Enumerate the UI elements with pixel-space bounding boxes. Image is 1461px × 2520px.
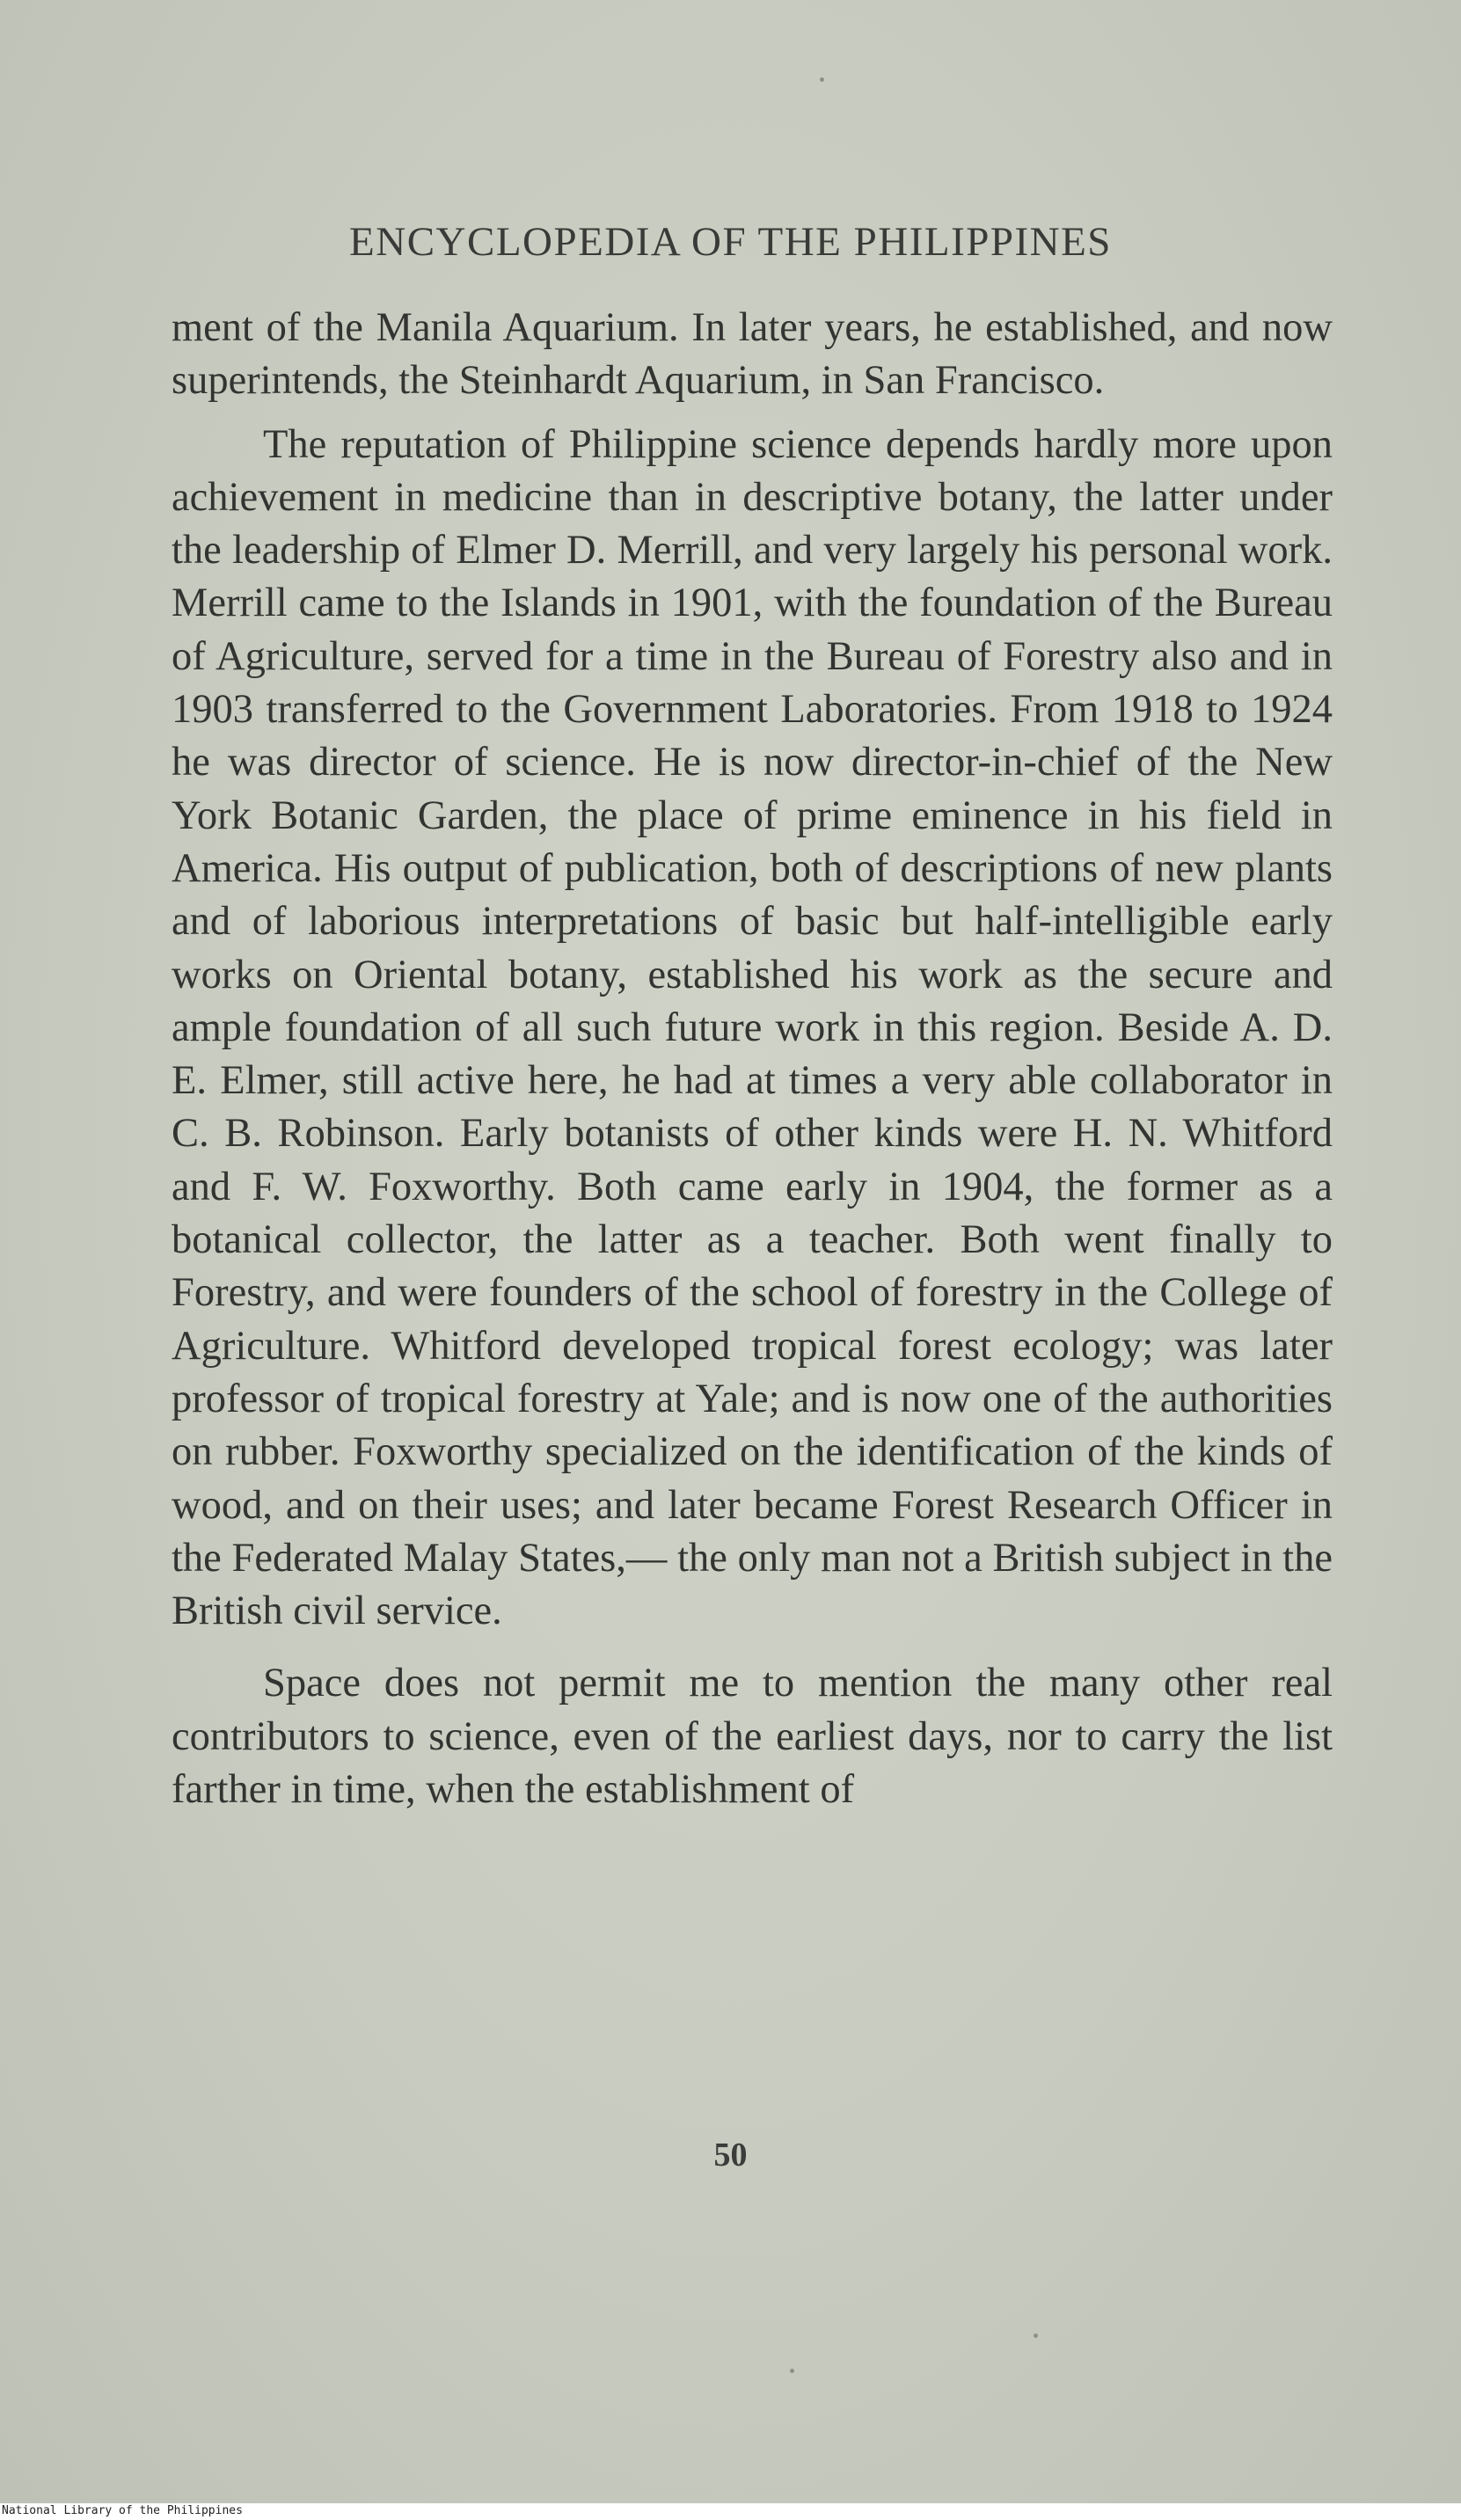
footer-strip (0, 2503, 1461, 2520)
page-number: 50 (713, 2137, 748, 2173)
paper-speck (1034, 2334, 1038, 2338)
library-credit: National Library of the Philippines (2, 2504, 243, 2517)
paragraph-closing: Space does not permit me to mention the many other real contributors to science, even of the earliest days, nor to carry the list farther in time, when the establishment of (172, 1661, 1333, 1813)
paragraph-continuation: ment of the Manila Aquarium. In later years, he established, and now superintends, the Steinhardt Aquarium, in San Francisco. (172, 305, 1333, 404)
paper-speck (820, 77, 824, 82)
running-head: ENCYCLOPEDIA OF THE PHILIPPINES (349, 219, 1112, 265)
paper-speck (790, 2369, 794, 2373)
paragraph-botany: The reputation of Philippine science depends hardly more upon achievement in medicine than in descriptive botany, the latter under the leadership of Elmer D. Merrill, and very largely his personal work. Merrill came to the Islands in 1901, with the foundation of the Bureau of Agriculture, served for a time in the Bureau of Forestry also and in 1903 transferred to the Government Laboratories. From 1918 to 1924 he was director of science. He is now director-in-chief of the New York Botanic Garden, the place of prime eminence in his field in America. His output of publication, both of descriptions of new plants and of laborious interpretations of basic but half-intelligible early works on Oriental botany, established his work as the secure and ample foundation of all such future work in this region. Beside A. D. E. Elmer, still active here, he had at times a very able collaborator in C. B. Robinson. Early botanists of other kinds were H. N. Whitford and F. W. Foxworthy. Both came early in 1904, the former as a botanical collector, the latter as a teacher. Both went finally to Forestry, and were founders of the school of forestry in the College of Agriculture. Whitford developed tropical forest ecology; was later professor of tropical forestry at Yale; and is now one of the authorities on rubber. Foxworthy specialized on the identification of the kinds of wood, and on their uses; and later became Forest Research Officer in the Federated Malay States,— the only man not a British subject in the British civil service. (172, 421, 1333, 1634)
body-text (172, 302, 1333, 1816)
